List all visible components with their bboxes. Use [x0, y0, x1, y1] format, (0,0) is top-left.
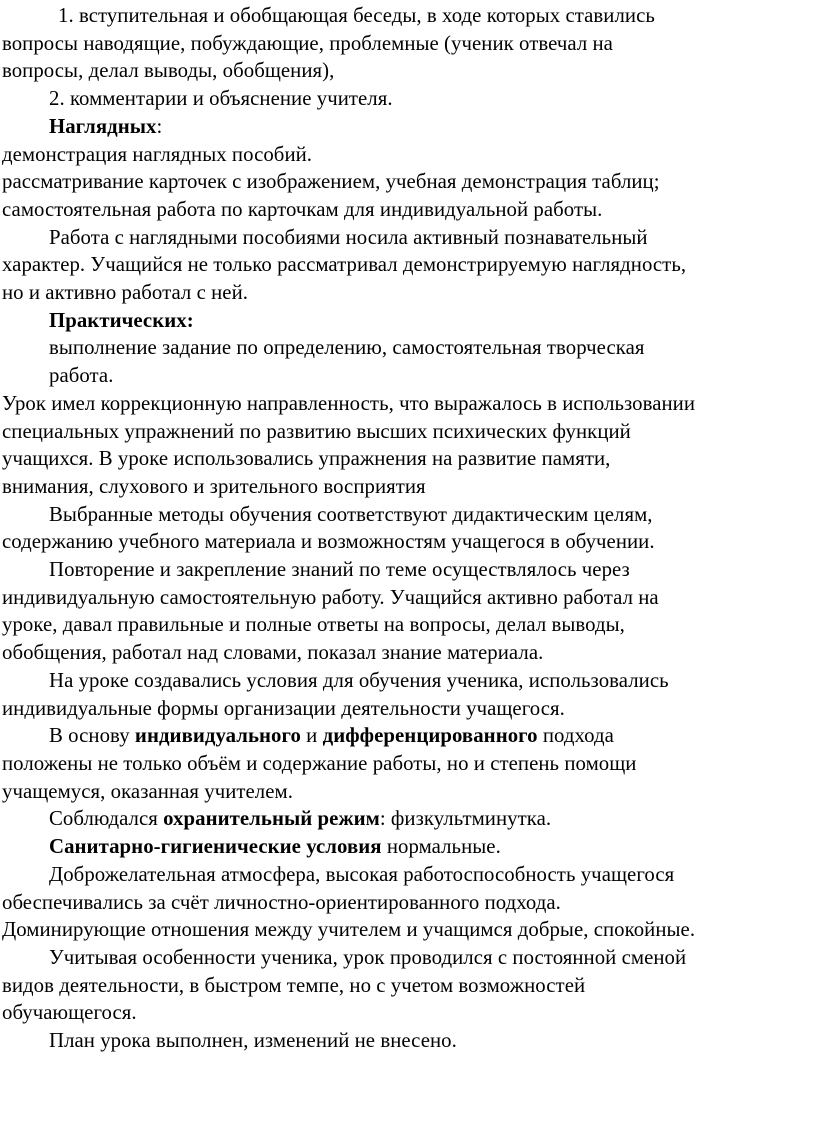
emphasis-protective-mode: охранительный режим [163, 807, 380, 831]
emphasis-differentiated: дифференцированного [322, 724, 538, 748]
paragraph-hygiene [2, 833, 816, 861]
paragraph-individual-approach [2, 722, 816, 805]
text-fragment: нормальные. [381, 835, 501, 859]
paragraph-demonstration: демонстрация наглядных пособий. [2, 142, 313, 166]
paragraph-repetition: Повторение и закрепление знаний по теме осуществлялось через индивидуальную самостоятельную работу. Учащийся активно работал на уроке, давал правильные и полные ответы на вопросы, делал выводы, обобщения, работал над словами, показал знание материала. [2, 558, 659, 665]
emphasis-hygiene: Санитарно-гигиенические условия [49, 835, 382, 859]
paragraph-practical-tasks: выполнение задание по определению, самостоятельная творческая работа. [49, 336, 645, 388]
paragraph-conversations: 1. вступительная и обобщающая беседы, в ходе которых ставились вопросы наводящие, побуждающие, проблемные (ученик отвечал на вопросы, делал выводы, обобщения), [2, 4, 655, 83]
paragraph-protective-mode [2, 805, 816, 833]
paragraph-methods-match: Выбранные методы обучения соответствуют дидактическим целям, содержанию учебного материала и возможностям учащегося в обучении. [2, 502, 655, 554]
text-fragment: подхода положены не только объём и содержание работы, но и степень помощи учащемуся, оказанная учителем. [2, 724, 637, 803]
emphasis-individual: индивидуального [134, 724, 301, 748]
text-fragment: и [300, 724, 323, 748]
text-fragment: В основу [49, 724, 135, 748]
heading-practical-methods [2, 307, 816, 335]
paragraph-conditions: На уроке создавались условия для обучения ученика, использовались индивидуальные формы организации деятельности учащегося. [2, 668, 669, 720]
paragraph-cards: рассматривание карточек с изображением, учебная демонстрация таблиц; самостоятельная работа по карточкам для индивидуальной работы. [2, 170, 660, 221]
heading-practical-methods-label: Практических: [49, 308, 194, 332]
heading-visual-methods-label: Наглядных [49, 114, 157, 138]
paragraph-correction: Урок имел коррекционную направленность, что выражалось в использовании специальных упражнений по развитию высших психических функций учащихся. В уроке использовались упражнения на развитие памяти, внимания, слухового и зрительного восприятия [2, 391, 696, 498]
paragraph-student-features: Учитывая особенности ученика, урок проводился с постоянной сменой видов деятельности, в быстром темпе, но с учетом возможностей обучающегося. [2, 945, 687, 1025]
paragraph-teacher-comments: 2. комментарии и объяснение учителя. [49, 87, 393, 111]
paragraph-atmosphere: Доброжелательная атмосфера, высокая работоспособность учащегося обеспечивались за счёт личностно-ориентированного подхода. Доминирующие отношения между учителем и учащимся добрые, спокойные. [2, 862, 696, 942]
paragraph-visual-aids-work: Работа с наглядными пособиями носила активный познавательный характер. Учащийся не только рассматривал демонстрируемую наглядность, но и активно работал с ней. [2, 225, 687, 305]
text-fragment: Соблюдался [49, 807, 164, 831]
text-fragment: : физкультминутка. [379, 807, 552, 831]
paragraph-plan-completed: План урока выполнен, изменений не внесено. [49, 1029, 457, 1053]
heading-visual-methods [2, 113, 816, 141]
heading-visual-methods-colon: : [156, 114, 163, 138]
